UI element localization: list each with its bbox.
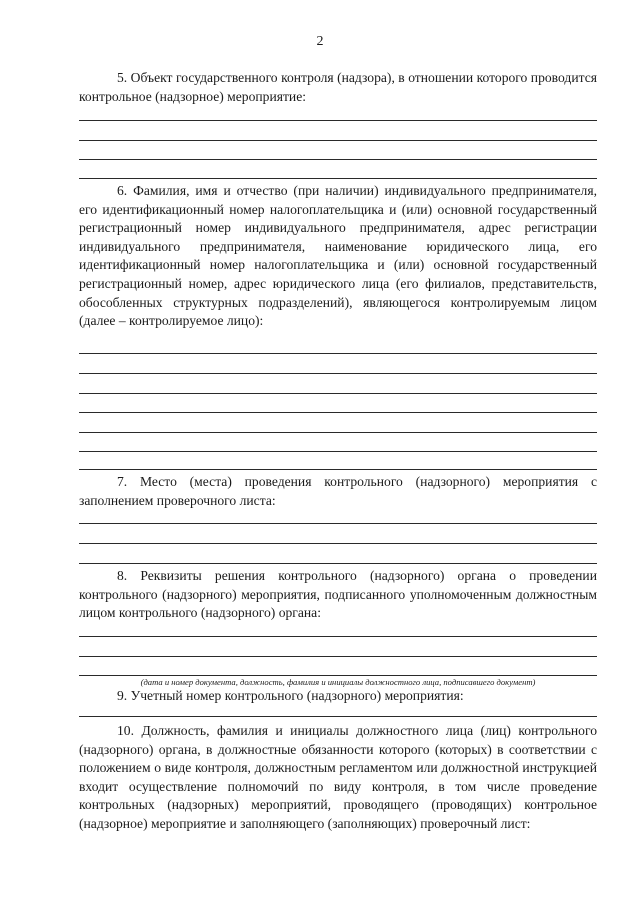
section-7-text: 7. Место (места) проведения контрольного (надзорного) мероприятия с заполнением проверочного листа:: [79, 474, 597, 508]
section-7-fill-line-2[interactable]: [79, 543, 597, 544]
section-6-fill-line-3[interactable]: [79, 393, 597, 394]
section-9-fill-line-1[interactable]: [79, 716, 597, 717]
section-8-fill-line-1[interactable]: [79, 636, 597, 637]
section-6-fill-line-1[interactable]: [79, 353, 597, 354]
section-7-fill-line-3[interactable]: [79, 563, 597, 564]
section-5-text: 5. Объект государственного контроля (надзора), в отношении которого проводится контрольное (надзорное) мероприятие:: [79, 70, 597, 104]
section-5-fill-line-4[interactable]: [79, 178, 597, 179]
section-6-fill-line-4[interactable]: [79, 412, 597, 413]
section-8-caption: (дата и номер документа, должность, фамилия и инициалы должностного лица, подписавшего документ): [140, 677, 536, 687]
section-8-fill-line-3[interactable]: [79, 675, 597, 676]
section-6-fill-line-2[interactable]: [79, 373, 597, 374]
section-9-text: 9. Учетный номер контрольного (надзорного) мероприятия:: [117, 688, 464, 703]
section-5-fill-line-2[interactable]: [79, 140, 597, 141]
section-8-text: 8. Реквизиты решения контрольного (надзорного) органа о проведении контрольного (надзорного) мероприятия, подписанного уполномоченным должностным лицом контрольного (надзорного) органа:: [79, 568, 597, 621]
page-number: 2: [316, 34, 324, 49]
section-10-text: 10. Должность, фамилия и инициалы должностного лица (лиц) контрольного (надзорного) органа, в должностные обязанности которого (которых) в соответствии с положением о виде контроля, должностным регламентом или должностной инструкцией входит осуществление полномочий по виду контроля, в том числе проведение контрольных (надзорных) мероприятий, проводящего (проводящих) контрольное (надзорное) мероприятие и заполняющего (заполняющих) проверочный лист:: [79, 723, 597, 831]
section-6-text: 6. Фамилия, имя и отчество (при наличии) индивидуального предпринимателя, его идентификационный номер налогоплательщика и (или) основной государственный регистрационный номер индивидуального предпринимателя, адрес регистрации индивидуального предпринимателя, наименование юридического лица, его идентификационный номер налогоплательщика и (или) основной государственный регистрационный номер, адрес юридического лица (его филиалов, представительств, обособленных структурных подразделений), являющегося контролируемым лицом (далее – контролируемое лицо):: [79, 183, 597, 329]
section-6-fill-line-6[interactable]: [79, 451, 597, 452]
section-6-fill-line-5[interactable]: [79, 432, 597, 433]
section-6-fill-line-7[interactable]: [79, 469, 597, 470]
section-7-fill-line-1[interactable]: [79, 523, 597, 524]
section-5-fill-line-3[interactable]: [79, 159, 597, 160]
section-8-fill-line-2[interactable]: [79, 656, 597, 657]
section-5-fill-line-1[interactable]: [79, 120, 597, 121]
